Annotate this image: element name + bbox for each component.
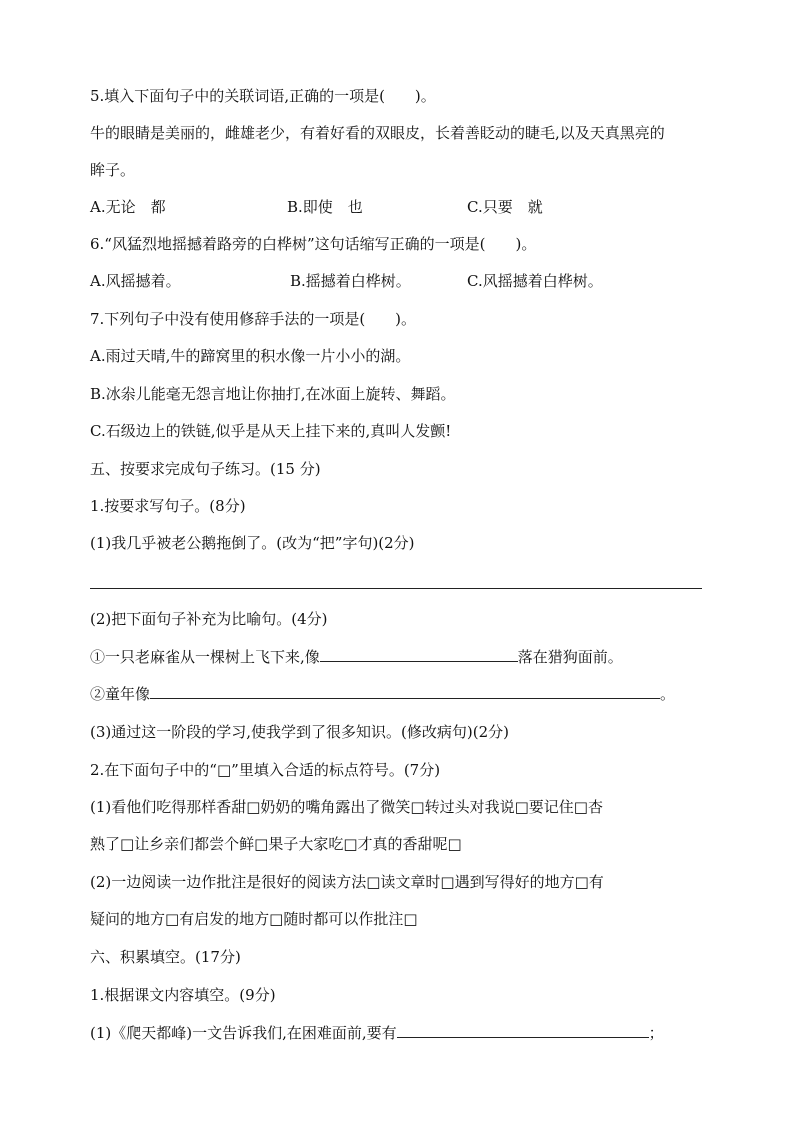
- sec5-item-2: 2.在下面句子中的“□”里填入合适的标点符号。(7分): [90, 761, 441, 779]
- sec6-item-1-1: [90, 1023, 664, 1043]
- sec6-item-1: 1.根据课文内容填空。(9分): [90, 986, 276, 1004]
- sec6-item-1-1-post: ；: [648, 1024, 664, 1042]
- answer-line[interactable]: [90, 588, 702, 589]
- q5-stem: 5.填入下面句子中的关联词语,正确的一项是( )。: [90, 87, 436, 105]
- q7-option-b: B.冰尜儿能毫无怨言地让你抽打,在冰面上旋转、舞蹈。: [90, 385, 456, 403]
- sec5-item-2-1-line-1: (1)看他们吃得那样香甜□奶奶的嘴角露出了微笑□转过头对我说□要记住□杏: [90, 798, 603, 816]
- sec5-item-1-1: (1)我几乎被老公鹅拖倒了。(改为“把”字句)(2分): [90, 534, 415, 552]
- q6-option-b: B.摇撼着白桦树。: [290, 272, 411, 290]
- sec5-item-1-2: (2)把下面句子补充为比喻句。(4分): [90, 610, 328, 628]
- q6-option-a: A.风摇撼着。: [90, 272, 181, 290]
- q6-option-c: C.风摇撼着白桦树。: [467, 272, 603, 290]
- q7-option-a: A.雨过天晴,牛的蹄窝里的积水像一片小小的湖。: [90, 347, 411, 365]
- sec5-item-1-2b-post: 。: [660, 685, 676, 703]
- sec5-item-1-2b-pre: ②童年像: [90, 685, 151, 703]
- sec6-item-1-1-pre: (1)《爬天都峰)一文告诉我们,在困难面前,要有: [90, 1024, 397, 1042]
- sec5-item-2-1-line-2: 熟了□让乡亲们都尝个鲜□果子大家吃□才真的香甜呢□: [90, 835, 462, 853]
- fill-blank[interactable]: [320, 647, 518, 662]
- q5-sentence-line-1: 牛的眼睛是美丽的，雌雄老少，有着好看的双眼皮，长着善眨动的睫毛,以及天真黑亮的: [90, 124, 665, 142]
- q5-option-c: C.只要 就: [467, 198, 543, 216]
- sec5-item-2-2-line-2: 疑问的地方□有启发的地方□随时都可以作批注□: [90, 910, 418, 928]
- q6-stem: 6.“风猛烈地摇撼着路旁的白桦树”这句话缩写正确的一项是( )。: [90, 235, 537, 253]
- q7-stem: 7.下列句子中没有使用修辞手法的一项是( )。: [90, 310, 417, 328]
- sec5-item-1-2a-post: 落在猎狗面前。: [517, 648, 623, 666]
- q5-option-a: A.无论 都: [90, 198, 166, 216]
- sec5-item-1: 1.按要求写句子。(8分): [90, 497, 246, 515]
- q5-option-b: B.即使 也: [287, 198, 363, 216]
- fill-blank[interactable]: [150, 684, 660, 699]
- sec5-item-1-2a: [90, 647, 623, 667]
- section-6-title: 六、积累填空。(17分): [90, 948, 241, 966]
- fill-blank[interactable]: [397, 1023, 649, 1038]
- sec5-item-1-2b: [90, 684, 675, 704]
- q5-sentence-line-2: 眸子。: [90, 161, 136, 179]
- sec5-item-2-2-line-1: (2)一边阅读一边作批注是很好的阅读方法□读文章时□遇到写得好的地方□有: [90, 873, 604, 891]
- sec5-item-1-2a-pre: ①一只老麻雀从一棵树上飞下来,像: [90, 648, 320, 666]
- sec5-item-1-3: (3)通过这一阶段的学习,使我学到了很多知识。(修改病句)(2分): [90, 723, 509, 741]
- q7-option-c: C.石级边上的铁链,似乎是从天上挂下来的,真叫人发颤!: [90, 422, 452, 440]
- section-5-title: 五、按要求完成句子练习。(15 分): [90, 460, 321, 478]
